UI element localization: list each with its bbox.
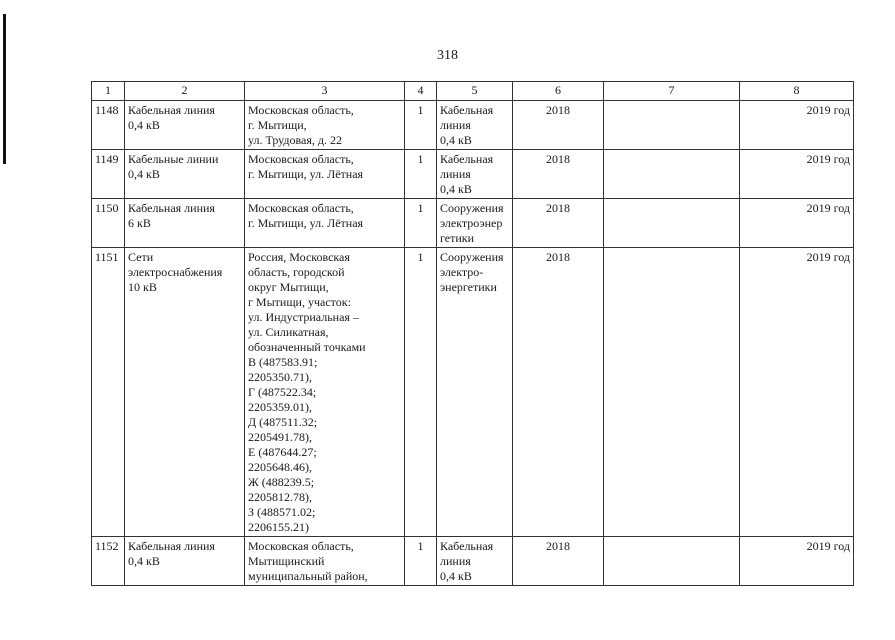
table-row [92, 537, 854, 586]
quantity: 1 [405, 199, 437, 248]
object-type: Кабельная линия 0,4 кВ [437, 150, 513, 199]
object-name: Сети электроснабжения 10 кВ [125, 248, 245, 537]
row-number: 1148 [92, 101, 125, 150]
deadline: 2019 год [740, 248, 854, 537]
row-number: 1150 [92, 199, 125, 248]
header-col-3: 3 [245, 82, 405, 101]
header-col-1: 1 [92, 82, 125, 101]
quantity: 1 [405, 248, 437, 537]
deadline: 2019 год [740, 199, 854, 248]
object-type: Сооружения электроэнер гетики [437, 199, 513, 248]
page-number: 318 [437, 48, 458, 63]
object-name: Кабельная линия 6 кВ [125, 199, 245, 248]
quantity: 1 [405, 537, 437, 586]
table-row [92, 101, 854, 150]
table-row [92, 199, 854, 248]
deadline: 2019 год [740, 101, 854, 150]
object-address: Московская область, Мытищинский муниципальный район, [245, 537, 405, 586]
quantity: 1 [405, 101, 437, 150]
header-col-7: 7 [604, 82, 740, 101]
object-address: Московская область, г. Мытищи, ул. Трудовая, д. 22 [245, 101, 405, 150]
header-row [92, 82, 854, 101]
year: 2018 [513, 537, 604, 586]
table-row [92, 150, 854, 199]
object-name: Кабельная линия 0,4 кВ [125, 101, 245, 150]
object-address: Московская область, г. Мытищи, ул. Лётная [245, 150, 405, 199]
registry-table [91, 81, 854, 586]
header-col-4: 4 [405, 82, 437, 101]
row-number: 1152 [92, 537, 125, 586]
col7-cell [604, 150, 740, 199]
col7-cell [604, 248, 740, 537]
header-col-5: 5 [437, 82, 513, 101]
header-col-8: 8 [740, 82, 854, 101]
object-type: Кабельная линия 0,4 кВ [437, 537, 513, 586]
deadline: 2019 год [740, 537, 854, 586]
object-address: Московская область, г. Мытищи, ул. Лётная [245, 199, 405, 248]
col7-cell [604, 537, 740, 586]
deadline: 2019 год [740, 150, 854, 199]
year: 2018 [513, 101, 604, 150]
scan-edge-mark [3, 14, 6, 164]
object-type: Сооружения электро- энергетики [437, 248, 513, 537]
object-address: Россия, Московская область, городской округ Мытищи, г Мытищи, участок: ул. Индустриальная – ул. Силикатная, обозначенный точками В (487583.91; 2205350.71), Г (487522.34; 2205359.01), Д (487511.32; 2205491.78), Е (487644.27; 2205648.46), Ж (488239.5; 2205812.78), З (488571.02; 2206155.21) [245, 248, 405, 537]
year: 2018 [513, 248, 604, 537]
col7-cell [604, 101, 740, 150]
header-col-2: 2 [125, 82, 245, 101]
col7-cell [604, 199, 740, 248]
object-name: Кабельная линия 0,4 кВ [125, 537, 245, 586]
object-type: Кабельная линия 0,4 кВ [437, 101, 513, 150]
row-number: 1149 [92, 150, 125, 199]
table-row [92, 248, 854, 537]
year: 2018 [513, 150, 604, 199]
year: 2018 [513, 199, 604, 248]
row-number: 1151 [92, 248, 125, 537]
object-name: Кабельные линии 0,4 кВ [125, 150, 245, 199]
header-col-6: 6 [513, 82, 604, 101]
quantity: 1 [405, 150, 437, 199]
